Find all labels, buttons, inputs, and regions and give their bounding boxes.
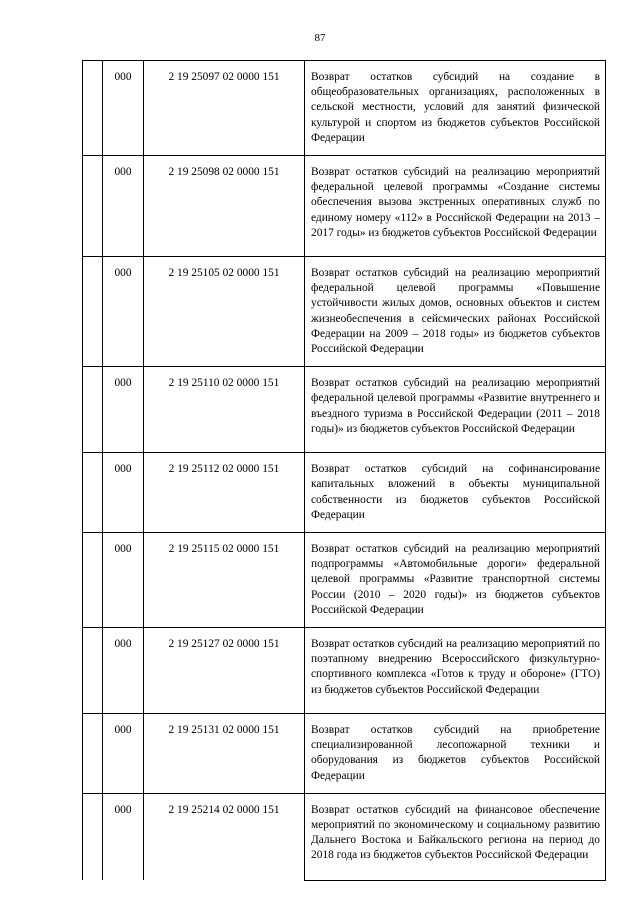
kbk-code-cell: 2 19 25112 02 0000 151 <box>144 453 305 533</box>
income-name-cell: Возврат остатков субсидий на реализацию мероприятий по поэтапному внедрению Всероссийского физкультурно-спортивного комплекса «Готов к труду и обороне» (ГТО) из бюджетов субъектов Российской Федерации <box>305 628 606 714</box>
empty-cell <box>83 793 103 880</box>
admin-code-cell: 000 <box>103 367 144 453</box>
table-row <box>83 714 606 794</box>
admin-code-cell: 000 <box>103 628 144 714</box>
table-row <box>83 156 606 257</box>
admin-code-cell: 000 <box>103 453 144 533</box>
empty-cell <box>83 61 103 156</box>
table-row <box>83 61 606 156</box>
empty-cell <box>83 367 103 453</box>
income-name-cell: Возврат остатков субсидий на финансовое обеспечение мероприятий по экономическому и социальному развитию Дальнего Востока и Байкальского региона на период до 2018 года из бюджетов субъектов Российской Федерации <box>305 793 606 880</box>
admin-code-cell: 000 <box>103 156 144 257</box>
empty-cell <box>83 714 103 794</box>
admin-code-cell: 000 <box>103 257 144 367</box>
kbk-code-cell: 2 19 25097 02 0000 151 <box>144 61 305 156</box>
budget-classification-table <box>82 60 606 881</box>
admin-code-cell: 000 <box>103 61 144 156</box>
table-row <box>83 628 606 714</box>
kbk-code-cell: 2 19 25115 02 0000 151 <box>144 533 305 628</box>
kbk-code-cell: 2 19 25214 02 0000 151 <box>144 793 305 880</box>
page-number: 87 <box>314 32 326 44</box>
table-row <box>83 793 606 880</box>
empty-cell <box>83 156 103 257</box>
kbk-code-cell: 2 19 25110 02 0000 151 <box>144 367 305 453</box>
income-name-cell: Возврат остатков субсидий на реализацию мероприятий федеральной целевой программы «Повышение устойчивости жилых домов, основных объектов и систем жизнеобеспечения в сейсмических районах Российской Федерации на 2009 – 2018 годы» из бюджетов субъектов Российской Федерации <box>305 257 606 367</box>
income-name-cell: Возврат остатков субсидий на приобретение специализированной лесопожарной техники и оборудования из бюджетов субъектов Российской Федерации <box>305 714 606 794</box>
kbk-code-cell: 2 19 25131 02 0000 151 <box>144 714 305 794</box>
empty-cell <box>83 453 103 533</box>
table-row <box>83 257 606 367</box>
income-name-cell: Возврат остатков субсидий на реализацию мероприятий подпрограммы «Автомобильные дороги» федеральной целевой программы «Развитие транспортной системы России (2010 – 2020 годы)» из бюджетов субъектов Российской Федерации <box>305 533 606 628</box>
empty-cell <box>83 533 103 628</box>
admin-code-cell: 000 <box>103 793 144 880</box>
kbk-code-cell: 2 19 25105 02 0000 151 <box>144 257 305 367</box>
income-name-cell: Возврат остатков субсидий на создание в общеобразовательных организациях, расположенных в сельской местности, условий для занятий физической культурой и спортом из бюджетов субъектов Российской Федерации <box>305 61 606 156</box>
admin-code-cell: 000 <box>103 714 144 794</box>
kbk-code-cell: 2 19 25098 02 0000 151 <box>144 156 305 257</box>
admin-code-cell: 000 <box>103 533 144 628</box>
table-row <box>83 453 606 533</box>
income-name-cell: Возврат остатков субсидий на софинансирование капитальных вложений в объекты муниципальной собственности из бюджетов субъектов Российской Федерации <box>305 453 606 533</box>
kbk-code-cell: 2 19 25127 02 0000 151 <box>144 628 305 714</box>
income-name-cell: Возврат остатков субсидий на реализацию мероприятий федеральной целевой программы «Создание системы обеспечения вызова экстренных оперативных служб по единому номеру «112» в Российской Федерации на 2013 – 2017 годы» из бюджетов субъектов Российской Федерации <box>305 156 606 257</box>
table-row <box>83 367 606 453</box>
income-name-cell: Возврат остатков субсидий на реализацию мероприятий федеральной целевой программы «Развитие внутреннего и въездного туризма в Российской Федерации (2011 – 2018 годы)» из бюджетов субъектов Российской Федерации <box>305 367 606 453</box>
table-row <box>83 533 606 628</box>
empty-cell <box>83 257 103 367</box>
empty-cell <box>83 628 103 714</box>
